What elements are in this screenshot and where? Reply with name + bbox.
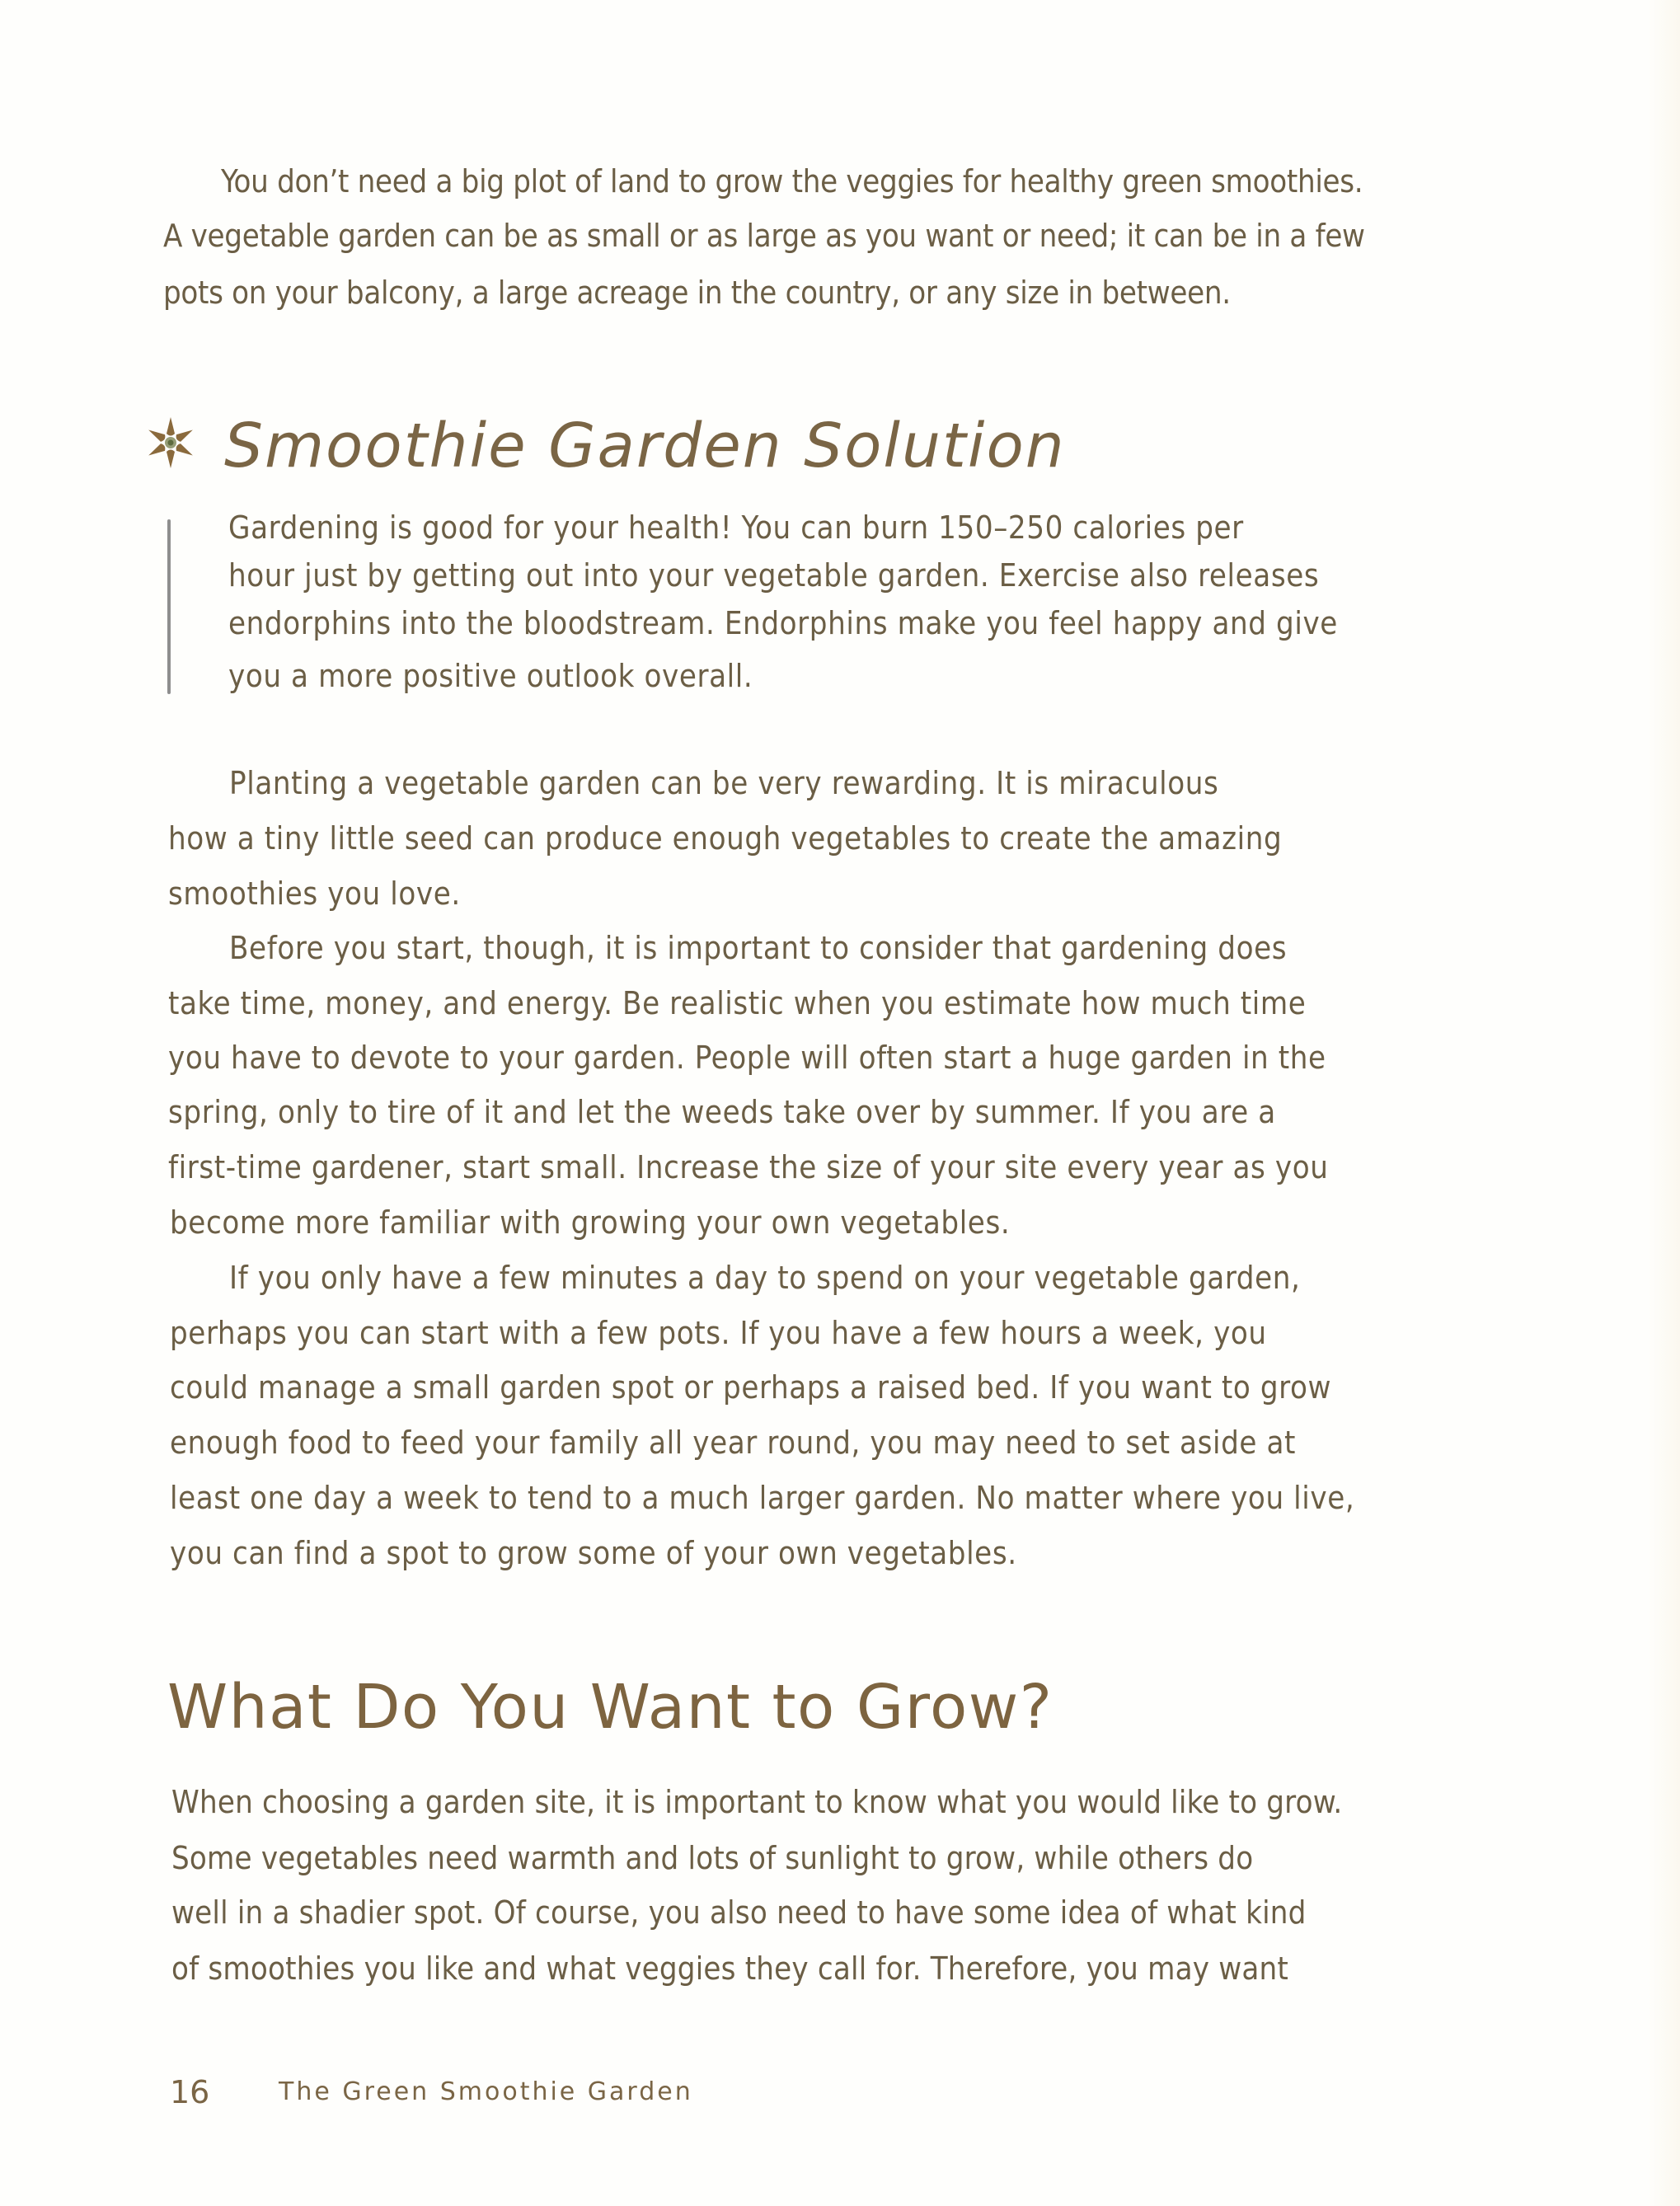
body-line: smoothies you love. [168,875,461,912]
intro-line: You don’t need a big plot of land to grow the veggies for healthy green smoothies. [221,163,1363,199]
body-line: Before you start, though, it is important to consider that gardening does [229,930,1288,966]
body-line: Planting a vegetable garden can be very rewarding. It is miraculous [229,765,1219,801]
flower-asterisk-icon [142,414,199,472]
body-line: If you only have a few minutes a day to spend on your vegetable garden, [229,1260,1301,1296]
page-number: 16 [170,2074,210,2110]
body-line: spring, only to tire of it and let the weeds take over by summer. If you are a [168,1094,1276,1130]
sidebar-line: Gardening is good for your health! You can burn 150–250 calories per [228,509,1244,546]
body-line: well in a shadier spot. Of course, you also need to have some idea of what kind [171,1894,1307,1931]
intro-line: A vegetable garden can be as small or as large as you want or need; it can be in a few [163,218,1365,254]
section-heading: What Do You Want to Grow? [167,1672,1054,1743]
sidebar-title: Smoothie Garden Solution [224,411,1066,481]
body-line: become more familiar with growing your own vegetables. [170,1204,1011,1241]
body-line: perhaps you can start with a few pots. If you have a few hours a week, you [170,1315,1267,1351]
sidebar-line: endorphins into the bloodstream. Endorphins make you feel happy and give [228,605,1338,641]
body-line: of smoothies you like and what veggies they call for. Therefore, you may want [171,1950,1289,1987]
body-line: Some vegetables need warmth and lots of sunlight to grow, while others do [171,1840,1254,1876]
intro-line: pots on your balcony, a large acreage in the country, or any size in between. [163,275,1231,311]
body-line: could manage a small garden spot or perhaps a raised bed. If you want to grow [170,1369,1332,1406]
body-line: When choosing a garden site, it is important to know what you would like to grow. [171,1784,1343,1820]
body-line: you can find a spot to grow some of your own vegetables. [170,1535,1017,1571]
page-edge-shadow [1647,0,1680,2206]
running-footer-title: The Green Smoothie Garden [279,2077,693,2106]
body-line: enough food to feed your family all year round, you may need to set aside at [170,1425,1297,1461]
sidebar-vertical-rule [167,519,171,694]
sidebar-line: you a more positive outlook overall. [228,658,753,694]
body-line: least one day a week to tend to a much larger garden. No matter where you live, [170,1480,1355,1516]
body-line: take time, money, and energy. Be realistic when you estimate how much time [168,985,1307,1021]
body-line: how a tiny little seed can produce enough vegetables to create the amazing [168,820,1283,857]
body-line: first-time gardener, start small. Increase the size of your site every year as you [168,1149,1329,1185]
sidebar-line: hour just by getting out into your vegetable garden. Exercise also releases [228,557,1320,594]
body-line: you have to devote to your garden. People will often start a huge garden in the [168,1040,1326,1076]
